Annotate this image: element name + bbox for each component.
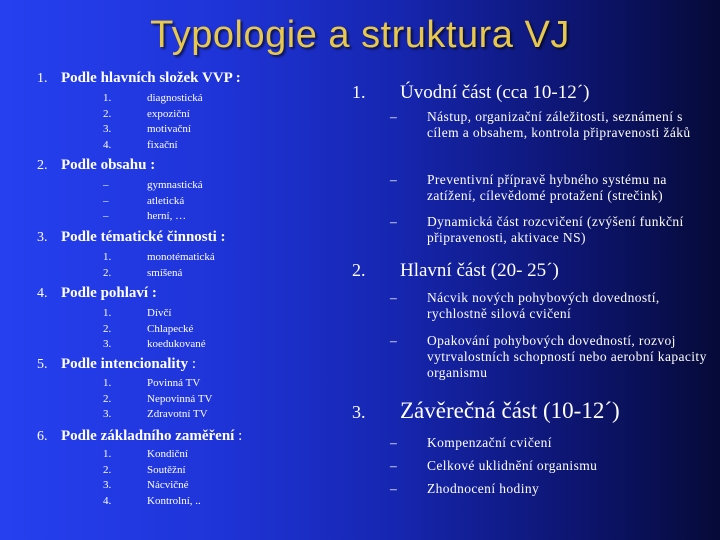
section-label: Podle hlavních složek VVP : bbox=[61, 70, 241, 86]
item-marker: 1. bbox=[103, 307, 112, 319]
section-label-suffix: : bbox=[234, 428, 243, 444]
item-text: Nepovinná TV bbox=[147, 392, 213, 405]
item-text: smíšená bbox=[147, 266, 183, 279]
item-marker: 2. bbox=[103, 392, 112, 405]
section-number: 1. bbox=[37, 71, 48, 86]
section-label: Podle obsahu : bbox=[61, 157, 156, 173]
section-number: 3. bbox=[352, 402, 366, 422]
item-text: Zhodnocení hodiny bbox=[427, 481, 540, 496]
item-text: Nácvik nových pohybových dovedností, rychlostně silová cvičení bbox=[427, 290, 660, 321]
item-marker: – bbox=[390, 109, 398, 124]
item-text: Celkové uklidnění organismu bbox=[427, 458, 598, 473]
item-marker: 1. bbox=[103, 251, 112, 263]
section-label: Hlavní část (20- 25´) bbox=[400, 260, 559, 281]
item-marker: – bbox=[390, 172, 398, 187]
item-text: koedukované bbox=[147, 338, 206, 351]
section-label: Podle pohlaví : bbox=[61, 285, 157, 301]
item-text: diagnostická bbox=[147, 92, 203, 104]
item-marker: – bbox=[390, 290, 398, 305]
item-text: Zdravotní TV bbox=[147, 408, 208, 421]
section-label: Úvodní část (cca 10-12´) bbox=[400, 82, 590, 103]
item-marker: – bbox=[390, 458, 398, 473]
slide-title: Typologie a struktura VJ bbox=[150, 14, 570, 56]
item-marker: 1. bbox=[103, 92, 112, 104]
item-marker: – bbox=[103, 210, 109, 223]
item-text: Nástup, organizační záležitosti, seznámení s cílem a obsahem, kontrola připravenosti žáků bbox=[427, 109, 691, 140]
section-label: Podle tématické činnosti : bbox=[61, 229, 226, 245]
item-marker: – bbox=[390, 435, 398, 450]
item-text: Soutěžní bbox=[147, 463, 186, 476]
item-marker: 1. bbox=[103, 448, 112, 460]
right-section-3 bbox=[352, 398, 620, 424]
item-marker: 1. bbox=[103, 377, 112, 389]
section-number: 1. bbox=[352, 82, 366, 102]
section-number: 4. bbox=[37, 286, 48, 301]
right-section-1 bbox=[352, 82, 589, 104]
item-text: monotématická bbox=[147, 251, 215, 263]
item-marker: 3. bbox=[103, 479, 112, 492]
item-marker: – bbox=[103, 179, 109, 191]
item-text: atletická bbox=[147, 194, 185, 207]
section-number: 5. bbox=[37, 357, 48, 372]
right-section-2 bbox=[352, 260, 559, 282]
item-text: Preventivní přípravě hybného systému na zatížení, cílevědomé protažení (strečink) bbox=[427, 172, 667, 203]
item-text: fixační bbox=[147, 139, 178, 152]
item-text: gymnastická bbox=[147, 179, 203, 191]
item-marker: 2. bbox=[103, 463, 112, 476]
item-text: Chlapecké bbox=[147, 322, 194, 335]
item-text: Dívčí bbox=[147, 307, 172, 319]
section-number: 3. bbox=[37, 230, 48, 245]
item-text: herní, … bbox=[147, 210, 187, 223]
item-marker: 2. bbox=[103, 266, 112, 279]
item-text: Kompenzační cvičení bbox=[427, 435, 552, 450]
item-text: Nácvičné bbox=[147, 479, 189, 492]
item-marker: – bbox=[103, 194, 109, 207]
section-label: Podle intencionality bbox=[61, 356, 189, 372]
item-marker: 2. bbox=[103, 322, 112, 335]
item-marker: 2. bbox=[103, 107, 112, 120]
item-marker: 3. bbox=[103, 338, 112, 351]
item-text: expoziční bbox=[147, 107, 190, 120]
section-label: Podle základního zaměření bbox=[61, 428, 235, 444]
item-text: Kontrolní, .. bbox=[147, 495, 201, 508]
section-number: 6. bbox=[37, 429, 48, 444]
item-marker: 3. bbox=[103, 408, 112, 421]
item-text: Dynamická část rozcvičení (zvýšení funkční připravenosti, aktivace NS) bbox=[427, 214, 684, 245]
item-text: motivační bbox=[147, 123, 191, 136]
item-marker: – bbox=[390, 481, 398, 496]
item-marker: – bbox=[390, 333, 398, 348]
item-marker: – bbox=[390, 214, 398, 229]
item-marker: 4. bbox=[103, 139, 112, 152]
item-marker: 4. bbox=[103, 495, 112, 508]
section-label-suffix: : bbox=[188, 356, 197, 372]
item-text: Kondiční bbox=[147, 448, 188, 460]
section-number: 2. bbox=[352, 260, 366, 280]
section-label: Závěrečná část (10-12´) bbox=[400, 398, 620, 423]
item-text: Povinná TV bbox=[147, 377, 201, 389]
item-text: Opakování pohybových dovedností, rozvoj vytrvalostních schopností nebo aerobní kapacity organismu bbox=[427, 333, 707, 380]
section-number: 2. bbox=[37, 158, 48, 173]
item-marker: 3. bbox=[103, 123, 112, 136]
